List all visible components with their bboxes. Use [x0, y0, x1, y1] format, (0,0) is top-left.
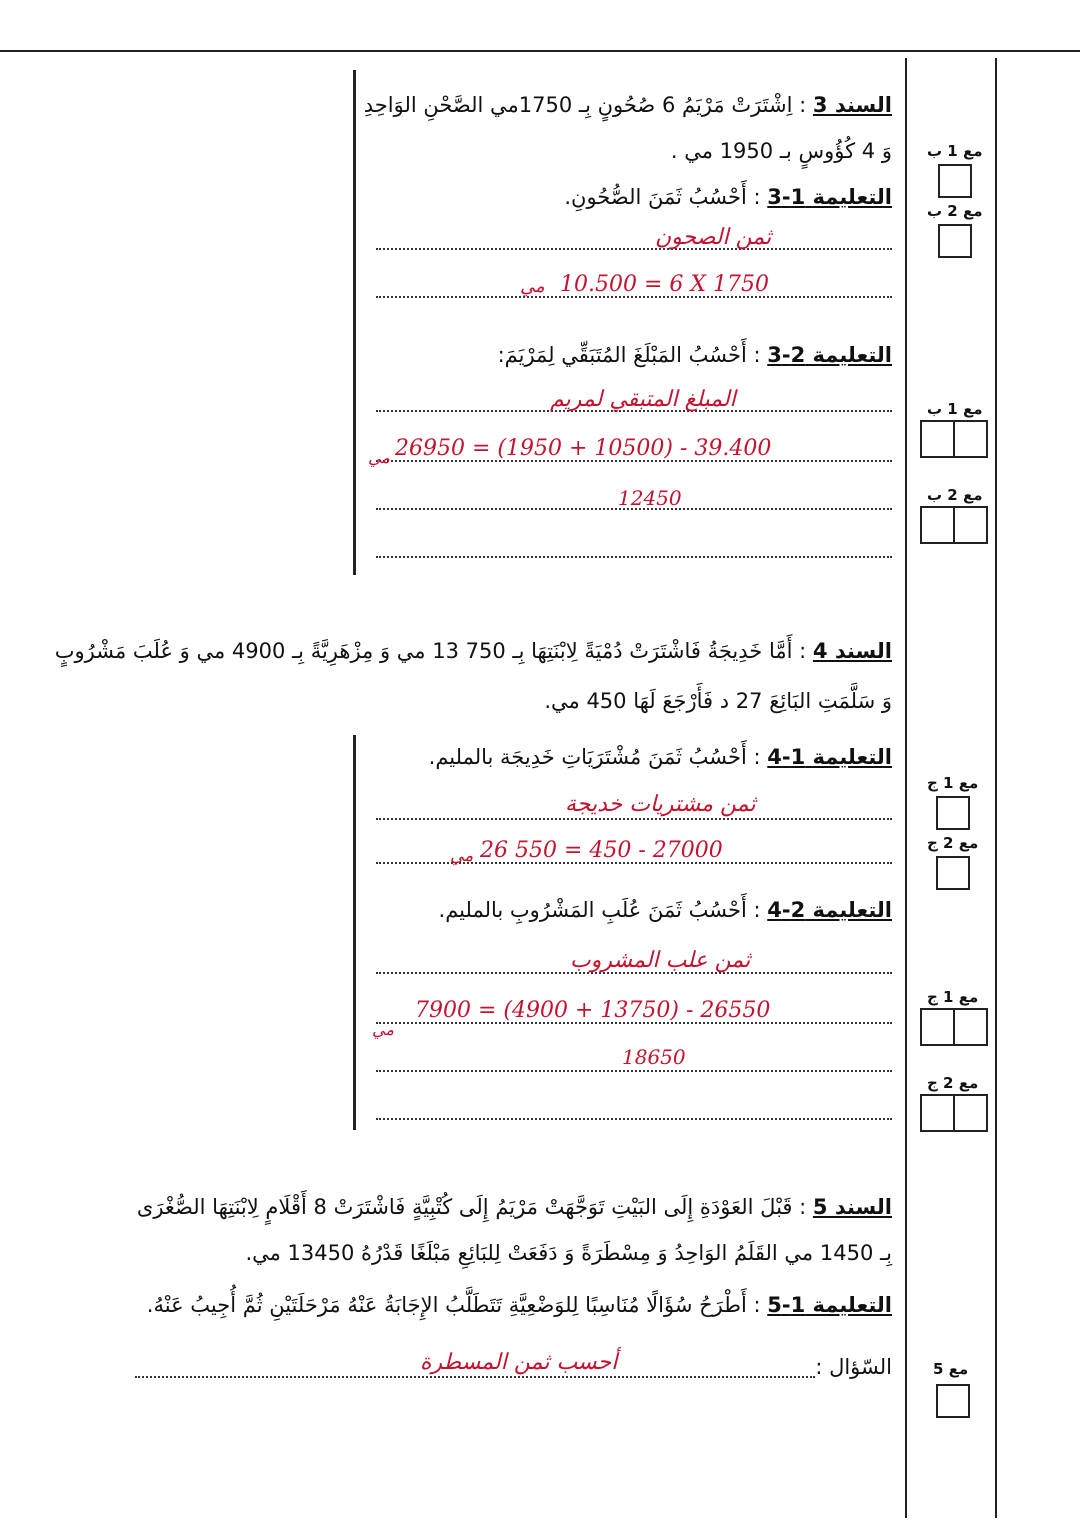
- question-answer-line[interactable]: [135, 1376, 815, 1378]
- task5-1-label: التعليمة 1-5: [767, 1293, 892, 1317]
- score-label-m2b: مع 2 ب: [927, 486, 983, 504]
- score-box[interactable]: [936, 1384, 970, 1418]
- margin-divider-left: [905, 58, 907, 1518]
- score-box[interactable]: [938, 164, 972, 198]
- task4-2-label: التعليمة 2-4: [767, 898, 892, 922]
- question-label: السّؤال :: [815, 1355, 892, 1379]
- score-label-m1b: مع 1 ب: [927, 142, 983, 160]
- task4-2-hw-title: ثمن علب المشروب: [570, 948, 751, 973]
- task3-2-text: أَحْسُبُ المَبْلَغَ المُتَبَقِّي لِمَرْيَمَ:: [497, 343, 747, 367]
- margin-divider-right: [995, 58, 997, 1518]
- task3-1-hw-title: ثمن الصحون: [655, 225, 772, 250]
- task3-1-hw-unit: مي: [520, 276, 545, 297]
- top-rule: [0, 50, 1080, 52]
- score-box-double[interactable]: [920, 1094, 988, 1132]
- task4-2-hw-sub: 18650: [622, 1045, 686, 1069]
- score-label-m1b: مع 1 ب: [927, 400, 983, 418]
- score-box-double[interactable]: [920, 420, 988, 458]
- task3-2-hw-unit: مي: [368, 448, 390, 467]
- task5-1-heading: التعليمة 1-5 : أَطْرَحُ سُؤَالًا مُنَاسِبًا لِلوَضْعِيَّةِ تَتَطَلَّبُ الإِجَابَةُ عَنْهُ مَرْحَلَتَيْنِ ثُمَّ أُجِيبُ عَنْهُ.: [146, 1293, 892, 1317]
- sanad4-line1: السند 4 : أَمَّا خَدِيجَةُ فَاشْتَرَتْ دُمْيَةً لِابْنَتِهَا بِـ 750 13 مي وَ مِزْهَرِيَّةً بِـ 4900 مي وَ عُلَبَ مَشْرُوبٍ: [54, 639, 892, 663]
- task4-1-heading: التعليمة 1-4 : أَحْسُبُ ثَمَنَ مُشْتَرَيَاتِ خَدِيجَة بالمليم.: [428, 745, 892, 769]
- sanad5-line1: السند 5 : قَبْلَ العَوْدَةِ إِلَى البَيْتِ تَوَجَّهَتْ مَرْيَمُ إِلَى كُتْبِيَّةٍ فَاشْتَرَتْ 8 أَقْلَامٍ لِابْنَتِهَا الصُّغْرَى: [136, 1195, 892, 1219]
- score-box[interactable]: [936, 856, 970, 890]
- sanad3-text1: اِشْتَرَتْ مَرْيَمُ 6 صُحُونٍ بِـ 1750مي الصَّحْنِ الوَاحِدِ: [363, 93, 793, 117]
- task4-1-label: التعليمة 1-4: [767, 745, 892, 769]
- task3-1-hw-calc: 10.500 = 6 X 1750: [560, 272, 770, 297]
- task4-2-heading: التعليمة 2-4 : أَحْسُبُ ثَمَنَ عُلَبِ المَشْرُوبِ بالمليم.: [438, 898, 892, 922]
- task3-1-heading: التعليمة 1-3 : أَحْسُبُ ثَمَنَ الصُّحُونِ.: [564, 185, 892, 209]
- section4-left-bar: [353, 735, 356, 1130]
- task4-2-text: أَحْسُبُ ثَمَنَ عُلَبِ المَشْرُوبِ بالمليم.: [438, 898, 747, 922]
- task4-2-hw-calc: 7900 = (4900 + 13750) - 26550: [415, 998, 771, 1023]
- sanad5-text1: قَبْلَ العَوْدَةِ إِلَى البَيْتِ تَوَجَّهَتْ مَرْيَمُ إِلَى كُتْبِيَّةٍ فَاشْتَرَتْ 8 أَقْلَامٍ لِابْنَتِهَا الصُّغْرَى: [136, 1195, 793, 1219]
- answer-line[interactable]: [376, 508, 892, 510]
- task3-1-text: أَحْسُبُ ثَمَنَ الصُّحُونِ.: [564, 185, 747, 209]
- score-box-double[interactable]: [920, 1008, 988, 1046]
- answer-line[interactable]: [376, 818, 892, 820]
- score-label-m2b: مع 2 ب: [927, 202, 983, 220]
- score-box-double[interactable]: [920, 506, 988, 544]
- task3-2-label: التعليمة 2-3: [767, 343, 892, 367]
- task4-1-hw-title: ثمن مشتريات خديجة: [565, 792, 756, 817]
- task4-2-hw-unit: مي: [372, 1020, 394, 1039]
- task4-1-text: أَحْسُبُ ثَمَنَ مُشْتَرَيَاتِ خَدِيجَة بالمليم.: [428, 745, 747, 769]
- sanad5-line2: بِـ 1450 مي القَلَمُ الوَاحِدُ وَ مِسْطَرَةً وَ دَفَعَتْ لِلبَائِعِ مَبْلَغًا قَدْرُهُ 13450 مي.: [245, 1241, 892, 1265]
- answer-line[interactable]: [376, 1070, 892, 1072]
- score-label-m2j: مع 2 ج: [927, 834, 979, 852]
- section3-left-bar: [353, 70, 356, 575]
- sanad4-line2: وَ سَلَّمَتِ البَائِعَ 27 د فَأَرْجَعَ لَهَا 450 مي.: [544, 689, 892, 713]
- task3-2-hw-title: المبلغ المتبقي لمريم: [550, 387, 736, 412]
- sanad4-label: السند 4: [812, 639, 892, 663]
- sanad5-label: السند 5: [812, 1195, 892, 1219]
- task4-1-hw-calc: 26 550 = 450 - 27000: [480, 838, 723, 863]
- task3-1-label: التعليمة 1-3: [767, 185, 892, 209]
- answer-line[interactable]: [376, 1118, 892, 1120]
- task3-2-hw-calc: 26950 = (1950 + 10500) - 39.400: [395, 436, 772, 461]
- score-box[interactable]: [936, 796, 970, 830]
- score-box[interactable]: [938, 224, 972, 258]
- task5-1-text: أَطْرَحُ سُؤَالًا مُنَاسِبًا لِلوَضْعِيَّةِ تَتَطَلَّبُ الإِجَابَةُ عَنْهُ مَرْحَلَتَيْنِ ثُمَّ أُجِيبُ عَنْهُ.: [146, 1293, 747, 1317]
- task5-1-hw-question: أحسب ثمن المسطرة: [420, 1350, 618, 1375]
- score-label-m2j: مع 2 ج: [927, 1074, 979, 1092]
- task4-1-hw-unit: مي: [450, 846, 474, 866]
- score-label-m1j: مع 1 ج: [927, 774, 979, 792]
- task3-2-heading: التعليمة 2-3 : أَحْسُبُ المَبْلَغَ المُتَبَقِّي لِمَرْيَمَ:: [497, 343, 892, 367]
- score-label-m1j: مع 1 ج: [927, 988, 979, 1006]
- answer-line[interactable]: [376, 248, 892, 250]
- task3-2-hw-sub: 12450: [618, 486, 682, 510]
- sanad3-line1: السند 3 : اِشْتَرَتْ مَرْيَمُ 6 صُحُونٍ بِـ 1750مي الصَّحْنِ الوَاحِدِ: [363, 93, 892, 117]
- sanad3-label: السند 3: [812, 93, 892, 117]
- answer-line[interactable]: [376, 556, 892, 558]
- score-label-m5: مع 5: [933, 1360, 969, 1378]
- sanad3-line2: وَ 4 كُؤُوسٍ بـ 1950 مي .: [670, 139, 892, 163]
- sanad4-text1: أَمَّا خَدِيجَةُ فَاشْتَرَتْ دُمْيَةً لِابْنَتِهَا بِـ 750 13 مي وَ مِزْهَرِيَّةً بِـ 4900 مي وَ عُلَبَ مَشْرُوبٍ: [54, 639, 793, 663]
